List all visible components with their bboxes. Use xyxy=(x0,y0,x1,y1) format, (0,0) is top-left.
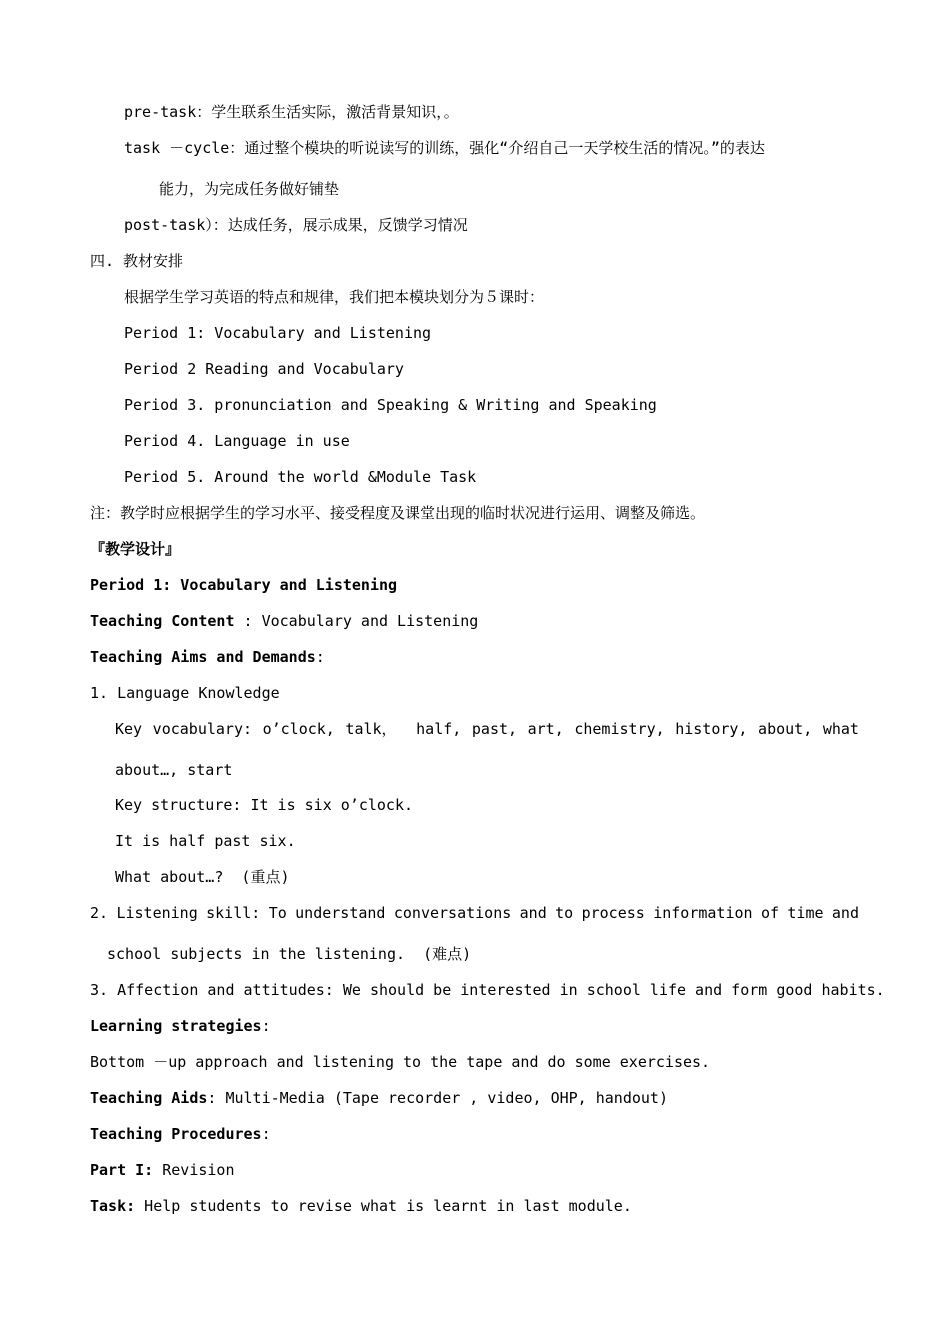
part-1-label: Part I: xyxy=(90,1161,154,1179)
key-vocab-word: art, xyxy=(527,720,564,738)
aim-2-word: of xyxy=(760,904,779,922)
key-vocab-word: history, xyxy=(675,720,748,738)
aim-1-heading: 1. Language Knowledge xyxy=(90,684,280,702)
aim-2-word: information xyxy=(653,904,753,922)
aim-2-continuation: school subjects in the listening. (难点) xyxy=(107,945,472,963)
part-1-line xyxy=(90,1160,235,1180)
aim-2-word: 2. xyxy=(90,904,109,922)
teaching-note: 注：教学时应根据学生的学习水平、接受程度及课堂出现的临时状况进行运用、调整及筛选。 xyxy=(90,504,706,522)
teaching-procedures-colon: : xyxy=(261,1125,271,1143)
aim-2-line xyxy=(90,903,859,923)
period-1-title: Period 1: Vocabulary and Listening xyxy=(90,576,398,594)
key-vocab-word: about, xyxy=(758,720,813,738)
task-cycle-continuation: 能力，为完成任务做好铺垫 xyxy=(159,180,340,198)
aim-2-word: and xyxy=(519,904,547,922)
schedule-intro: 根据学生学习英语的特点和规律，我们把本模块划分为５课时： xyxy=(124,288,545,306)
period-1-item: Period 1: Vocabulary and Listening xyxy=(124,324,432,342)
aim-2-word: skill: xyxy=(206,904,261,922)
what-about-line: What about…? (重点) xyxy=(115,868,290,886)
key-vocab-word: vocabulary: xyxy=(152,720,253,738)
teaching-aids-label: Teaching Aids xyxy=(90,1089,208,1107)
section-4-heading: 四. 教材安排 xyxy=(90,252,184,270)
post-task-line: post-task）：达成任务，展示成果，反馈学习情况 xyxy=(124,216,468,234)
part-1-value: Revision xyxy=(153,1161,235,1179)
key-vocab-word: half, xyxy=(407,720,462,738)
aim-2-word: to xyxy=(555,904,574,922)
learning-strategies-label: Learning strategies xyxy=(90,1017,262,1035)
key-vocab-word: what xyxy=(822,720,859,738)
teaching-aims-line xyxy=(90,647,325,667)
teaching-aims-colon: : xyxy=(315,648,325,666)
key-vocabulary-continuation: about…, start xyxy=(115,761,233,779)
teaching-aids-line xyxy=(90,1088,668,1108)
key-vocab-word: chemistry, xyxy=(574,720,665,738)
key-structure-line: Key structure: It is six o’clock. xyxy=(115,796,414,814)
teaching-content-value: : Vocabulary and Listening xyxy=(234,612,479,630)
key-vocab-word: o’clock, xyxy=(262,720,335,738)
teaching-procedures-heading xyxy=(90,1124,271,1144)
key-vocab-word: talk， xyxy=(345,720,397,738)
learning-strategies-text: Bottom －up approach and listening to the tape and do some exercises. xyxy=(90,1053,711,1071)
teaching-content-label: Teaching Content xyxy=(90,612,235,630)
aim-3-line: 3. Affection and attitudes: We should be interested in school life and form good habits. xyxy=(90,981,885,999)
task-value: Help students to revise what is learnt in last module. xyxy=(135,1197,632,1215)
aim-2-word: understand xyxy=(295,904,386,922)
learning-strategies-colon: : xyxy=(261,1017,271,1035)
period-5-item: Period 5. Around the world &Module Task xyxy=(124,468,477,486)
key-vocab-word: past, xyxy=(471,720,518,738)
teaching-design-heading: 『教学设计』 xyxy=(90,540,181,558)
aim-2-word: conversations xyxy=(393,904,512,922)
aim-2-word: Listening xyxy=(116,904,198,922)
pre-task-line: pre-task：学生联系生活实际，激活背景知识，。 xyxy=(124,103,459,121)
task-cycle-line: task －cycle：通过整个模块的听说读写的训练，强化“介绍自己一天学校生活的情况。”的表达 xyxy=(124,139,765,157)
teaching-aims-label: Teaching Aims and Demands xyxy=(90,648,316,666)
key-vocab-word: Key xyxy=(115,720,143,738)
half-past-line: It is half past six. xyxy=(115,832,296,850)
learning-strategies-heading xyxy=(90,1016,271,1036)
aim-2-word: and xyxy=(831,904,859,922)
aim-2-word: process xyxy=(581,904,645,922)
period-2-item: Period 2 Reading and Vocabulary xyxy=(124,360,404,378)
aim-2-word: time xyxy=(787,904,824,922)
period-3-item: Period 3. pronunciation and Speaking & Writing and Speaking xyxy=(124,396,657,414)
teaching-aids-value: : Multi-Media (Tape recorder , video, OHP, handout) xyxy=(207,1089,668,1107)
period-4-item: Period 4. Language in use xyxy=(124,432,350,450)
task-line xyxy=(90,1196,632,1216)
aim-2-word: To xyxy=(268,904,287,922)
teaching-procedures-label: Teaching Procedures xyxy=(90,1125,262,1143)
teaching-content-line xyxy=(90,611,478,631)
key-vocabulary-line xyxy=(115,719,859,739)
task-label: Task: xyxy=(90,1197,136,1215)
